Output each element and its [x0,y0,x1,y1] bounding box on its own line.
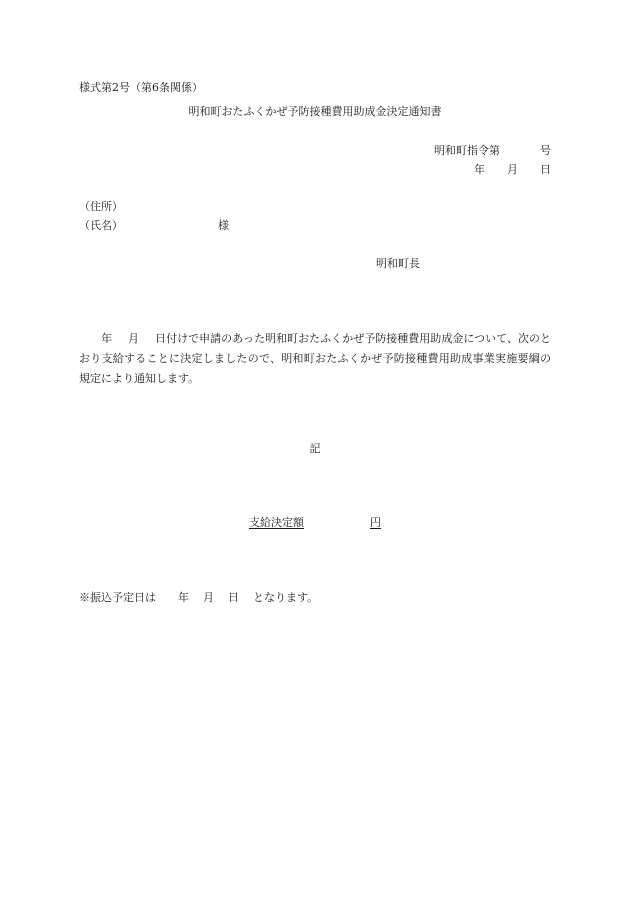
amount-unit: 円 [370,516,381,529]
note-suffix: となります。 [253,591,319,604]
amount-line [0,517,630,528]
ki-label: 記 [309,442,321,455]
name-line [79,220,229,231]
note-day-unit: 日 [228,591,239,604]
date-year-unit: 年 [474,163,485,176]
body-text: 日付けで申請のあった明和町おたふくかぜ予防接種費用助成金について、次のとおり支給することに決定しましたので、明和町おたふくかぜ予防接種費用助成事業実施要綱の規定により通知します。 [79,332,551,385]
note-month-unit: 月 [203,591,214,604]
date-month-unit: 月 [507,163,518,176]
reference-prefix: 明和町指令第 [434,144,500,157]
body-year-unit: 年 [101,332,113,345]
address-label: （住所） [79,200,123,213]
name-label: （氏名） [79,219,123,232]
note-prefix: ※振込予定日は [79,591,156,604]
document-title: 明和町おたふくかぜ予防接種費用助成金決定通知書 [188,105,442,118]
body-paragraph [79,329,551,389]
issue-date [474,164,551,175]
date-day-unit: 日 [540,163,551,176]
amount-label: 支給決定額 [249,516,304,529]
body-month-unit: 月 [128,332,140,345]
form-number: 様式第2号（第6条関係） [79,81,203,94]
note-year-unit: 年 [178,591,189,604]
reference-number [434,145,551,156]
honorific: 様 [218,219,229,232]
reference-suffix: 号 [540,144,551,157]
issuer: 明和町長 [376,257,420,270]
transfer-note [79,592,318,603]
amount-field [249,516,381,529]
